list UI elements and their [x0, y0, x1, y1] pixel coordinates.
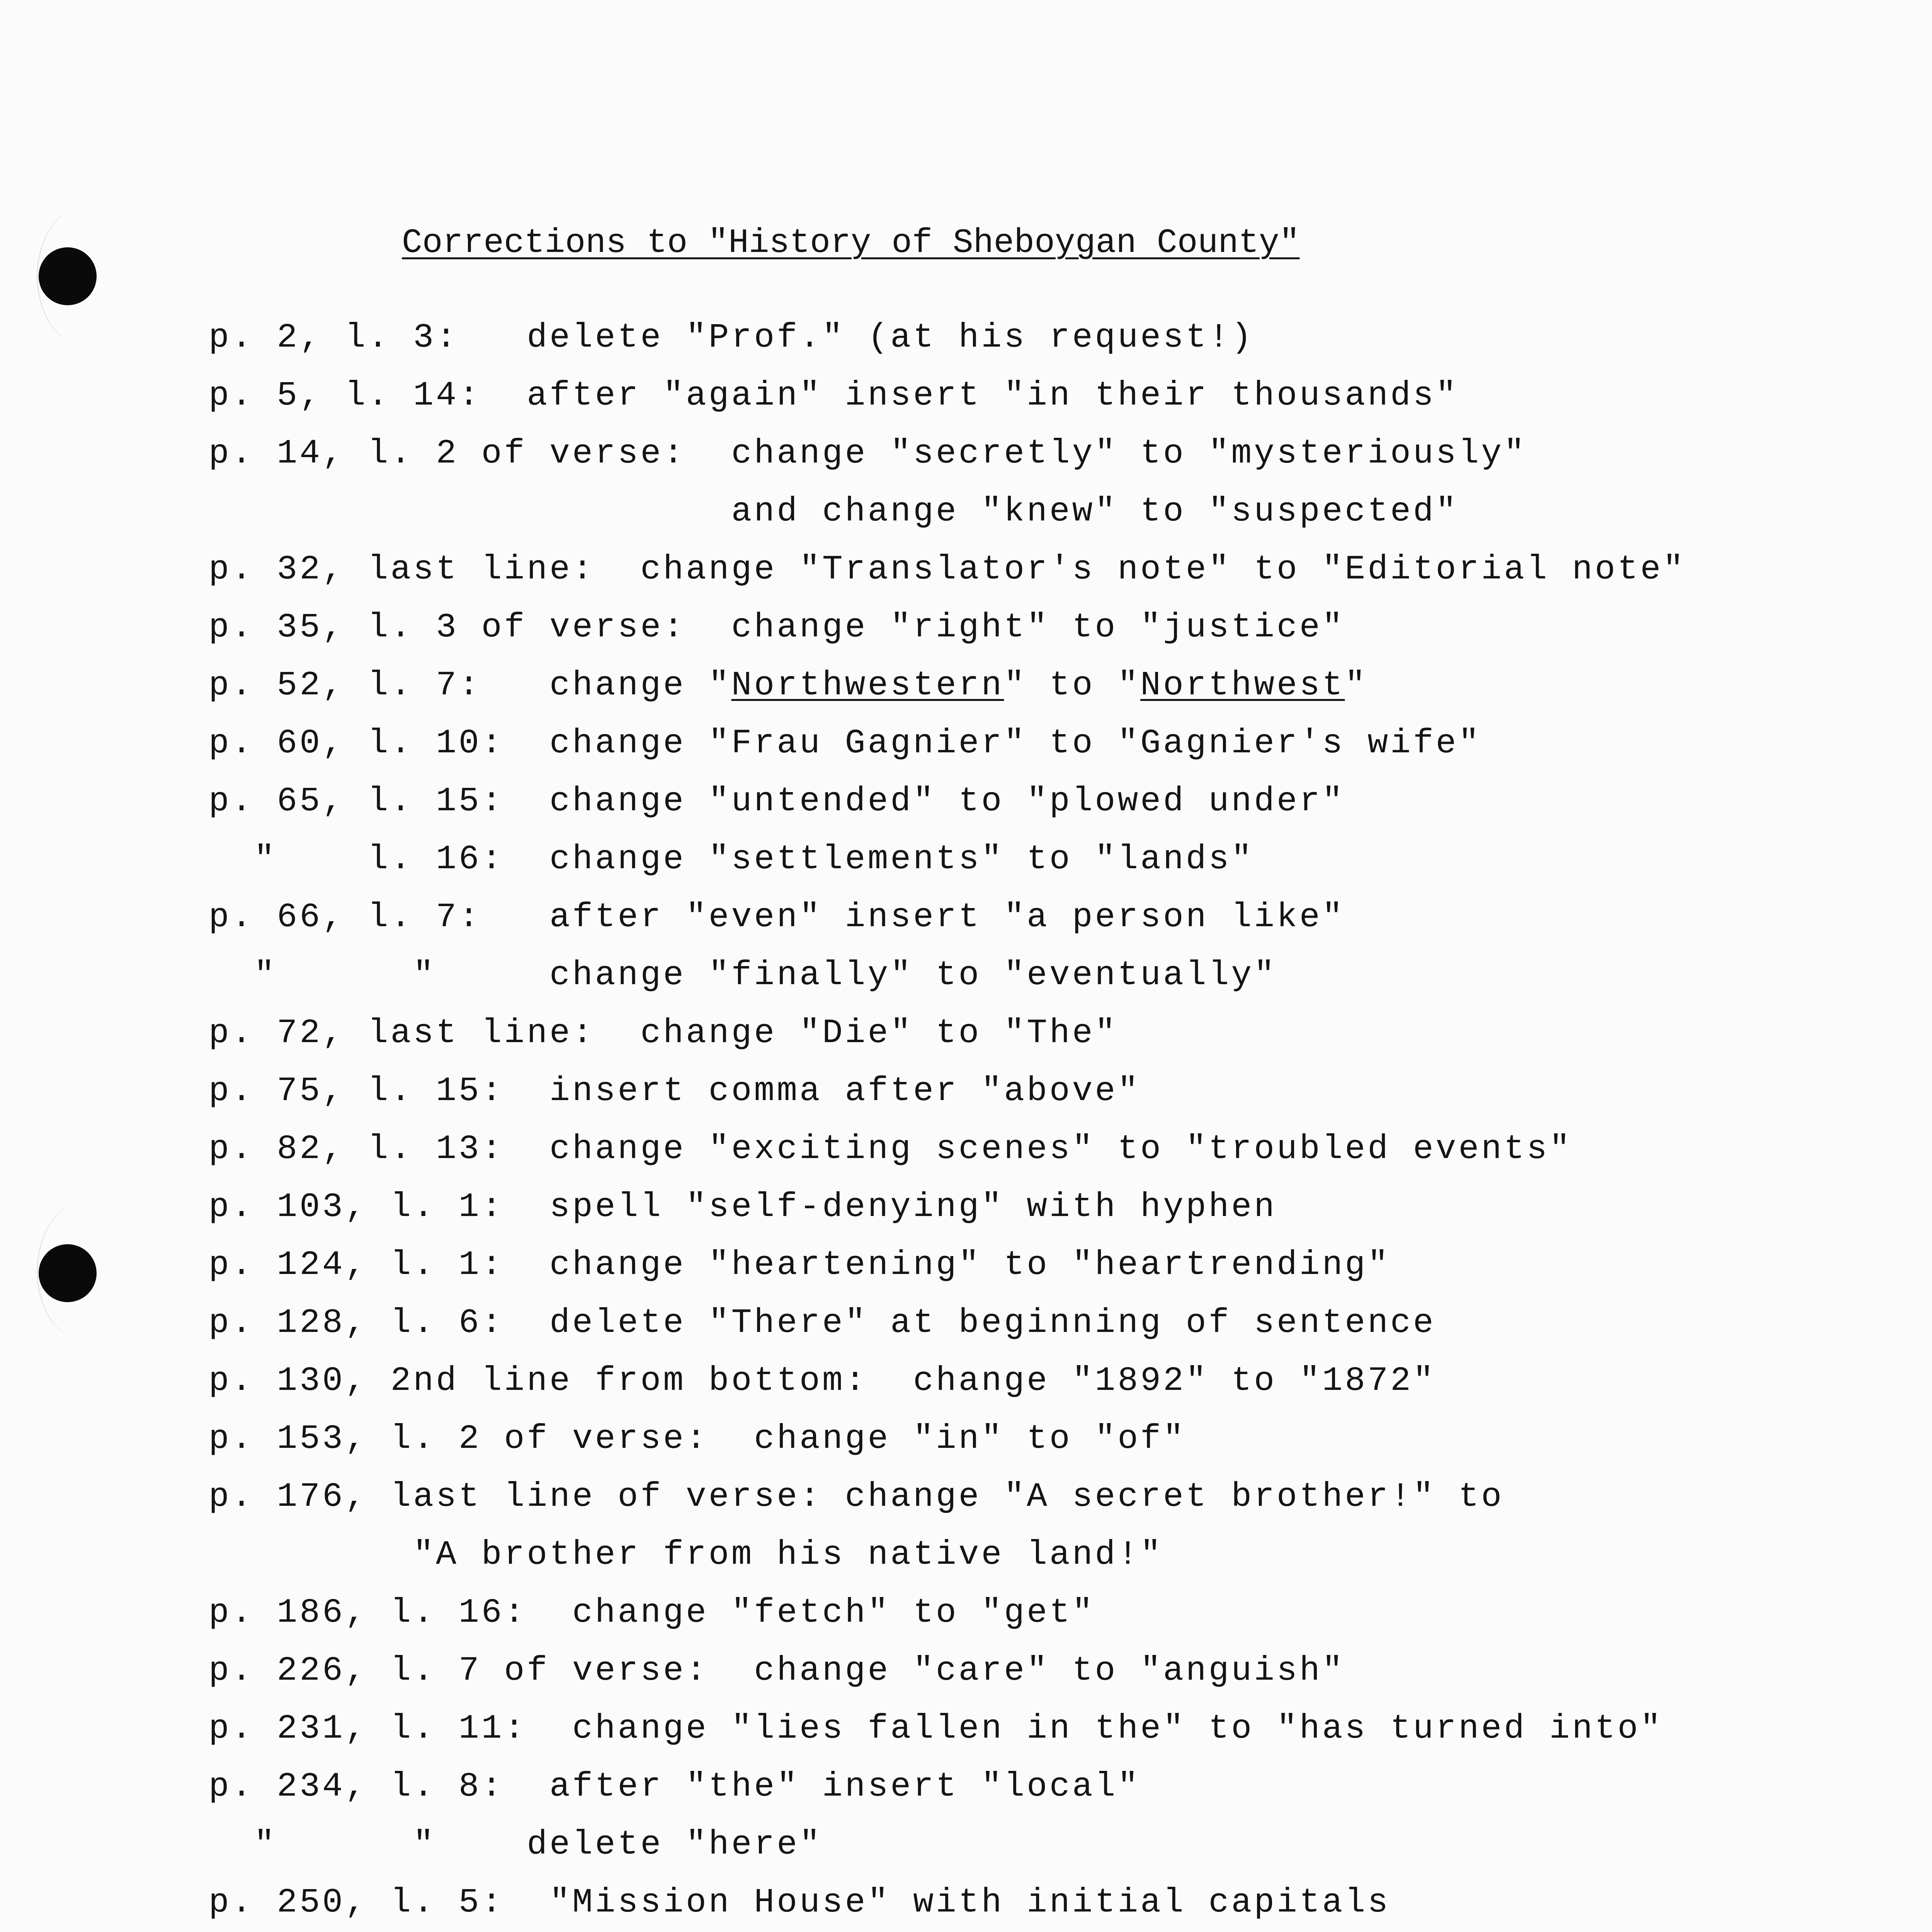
correction-line: p. 60, l. 10: change "Frau Gagnier" to "Gagnier's wife" — [209, 724, 1481, 763]
correction-line: p. 234, l. 8: after "the" insert "local" — [209, 1768, 1141, 1806]
line-text: p. 52, l. 7: change " — [209, 667, 731, 705]
correction-line: p. 103, l. 1: spell "self-denying" with hyphen — [209, 1188, 1277, 1226]
underlined-word: Northwestern — [731, 667, 1004, 705]
line-text: " — [1345, 667, 1368, 705]
correction-line — [209, 657, 1367, 715]
correction-line: " " change "finally" to "eventually" — [209, 956, 1277, 995]
underlined-word: Northwest — [1140, 667, 1345, 705]
correction-line: p. 72, last line: change "Die" to "The" — [209, 1014, 1118, 1053]
correction-line: and change "knew" to "suspected" — [209, 493, 1459, 531]
correction-line: p. 124, l. 1: change "heartening" to "heartrending" — [209, 1246, 1391, 1284]
correction-line: p. 82, l. 13: change "exciting scenes" to "troubled events" — [209, 1130, 1572, 1168]
correction-line: p. 186, l. 16: change "fetch" to "get" — [209, 1594, 1095, 1632]
correction-line: p. 5, l. 14: after "again" insert "in their thousands" — [209, 377, 1459, 415]
correction-line: " " delete "here" — [209, 1826, 822, 1864]
correction-line: " l. 16: change "settlements" to "lands" — [209, 840, 1254, 879]
line-text: " to " — [1004, 667, 1141, 705]
correction-line: p. 75, l. 15: insert comma after "above" — [209, 1072, 1141, 1111]
correction-line: p. 176, last line of verse: change "A secret brother!" to — [209, 1478, 1504, 1516]
correction-line: p. 130, 2nd line from bottom: change "1892" to "1872" — [209, 1362, 1436, 1400]
correction-line: "A brother from his native land!" — [209, 1536, 1163, 1574]
correction-line: p. 35, l. 3 of verse: change "right" to "justice" — [209, 609, 1345, 647]
correction-line: p. 2, l. 3: delete "Prof." (at his request!) — [209, 319, 1254, 357]
correction-line: p. 231, l. 11: change "lies fallen in the" to "has turned into" — [209, 1710, 1663, 1748]
correction-line: p. 66, l. 7: after "even" insert "a person like" — [209, 898, 1345, 937]
correction-line: p. 14, l. 2 of verse: change "secretly" to "mysteriously" — [209, 435, 1527, 473]
correction-line: p. 65, l. 15: change "untended" to "plowed under" — [209, 782, 1345, 821]
document-title: Corrections to "History of Sheboygan County" — [402, 224, 1300, 262]
correction-line: p. 153, l. 2 of verse: change "in" to "of" — [209, 1420, 1186, 1458]
correction-line: p. 128, l. 6: delete "There" at beginning of sentence — [209, 1304, 1436, 1342]
correction-line: p. 250, l. 5: "Mission House" with initial capitals — [209, 1884, 1391, 1922]
correction-line: p. 32, last line: change "Translator's note" to "Editorial note" — [209, 551, 1686, 589]
correction-line: p. 226, l. 7 of verse: change "care" to "anguish" — [209, 1652, 1345, 1690]
